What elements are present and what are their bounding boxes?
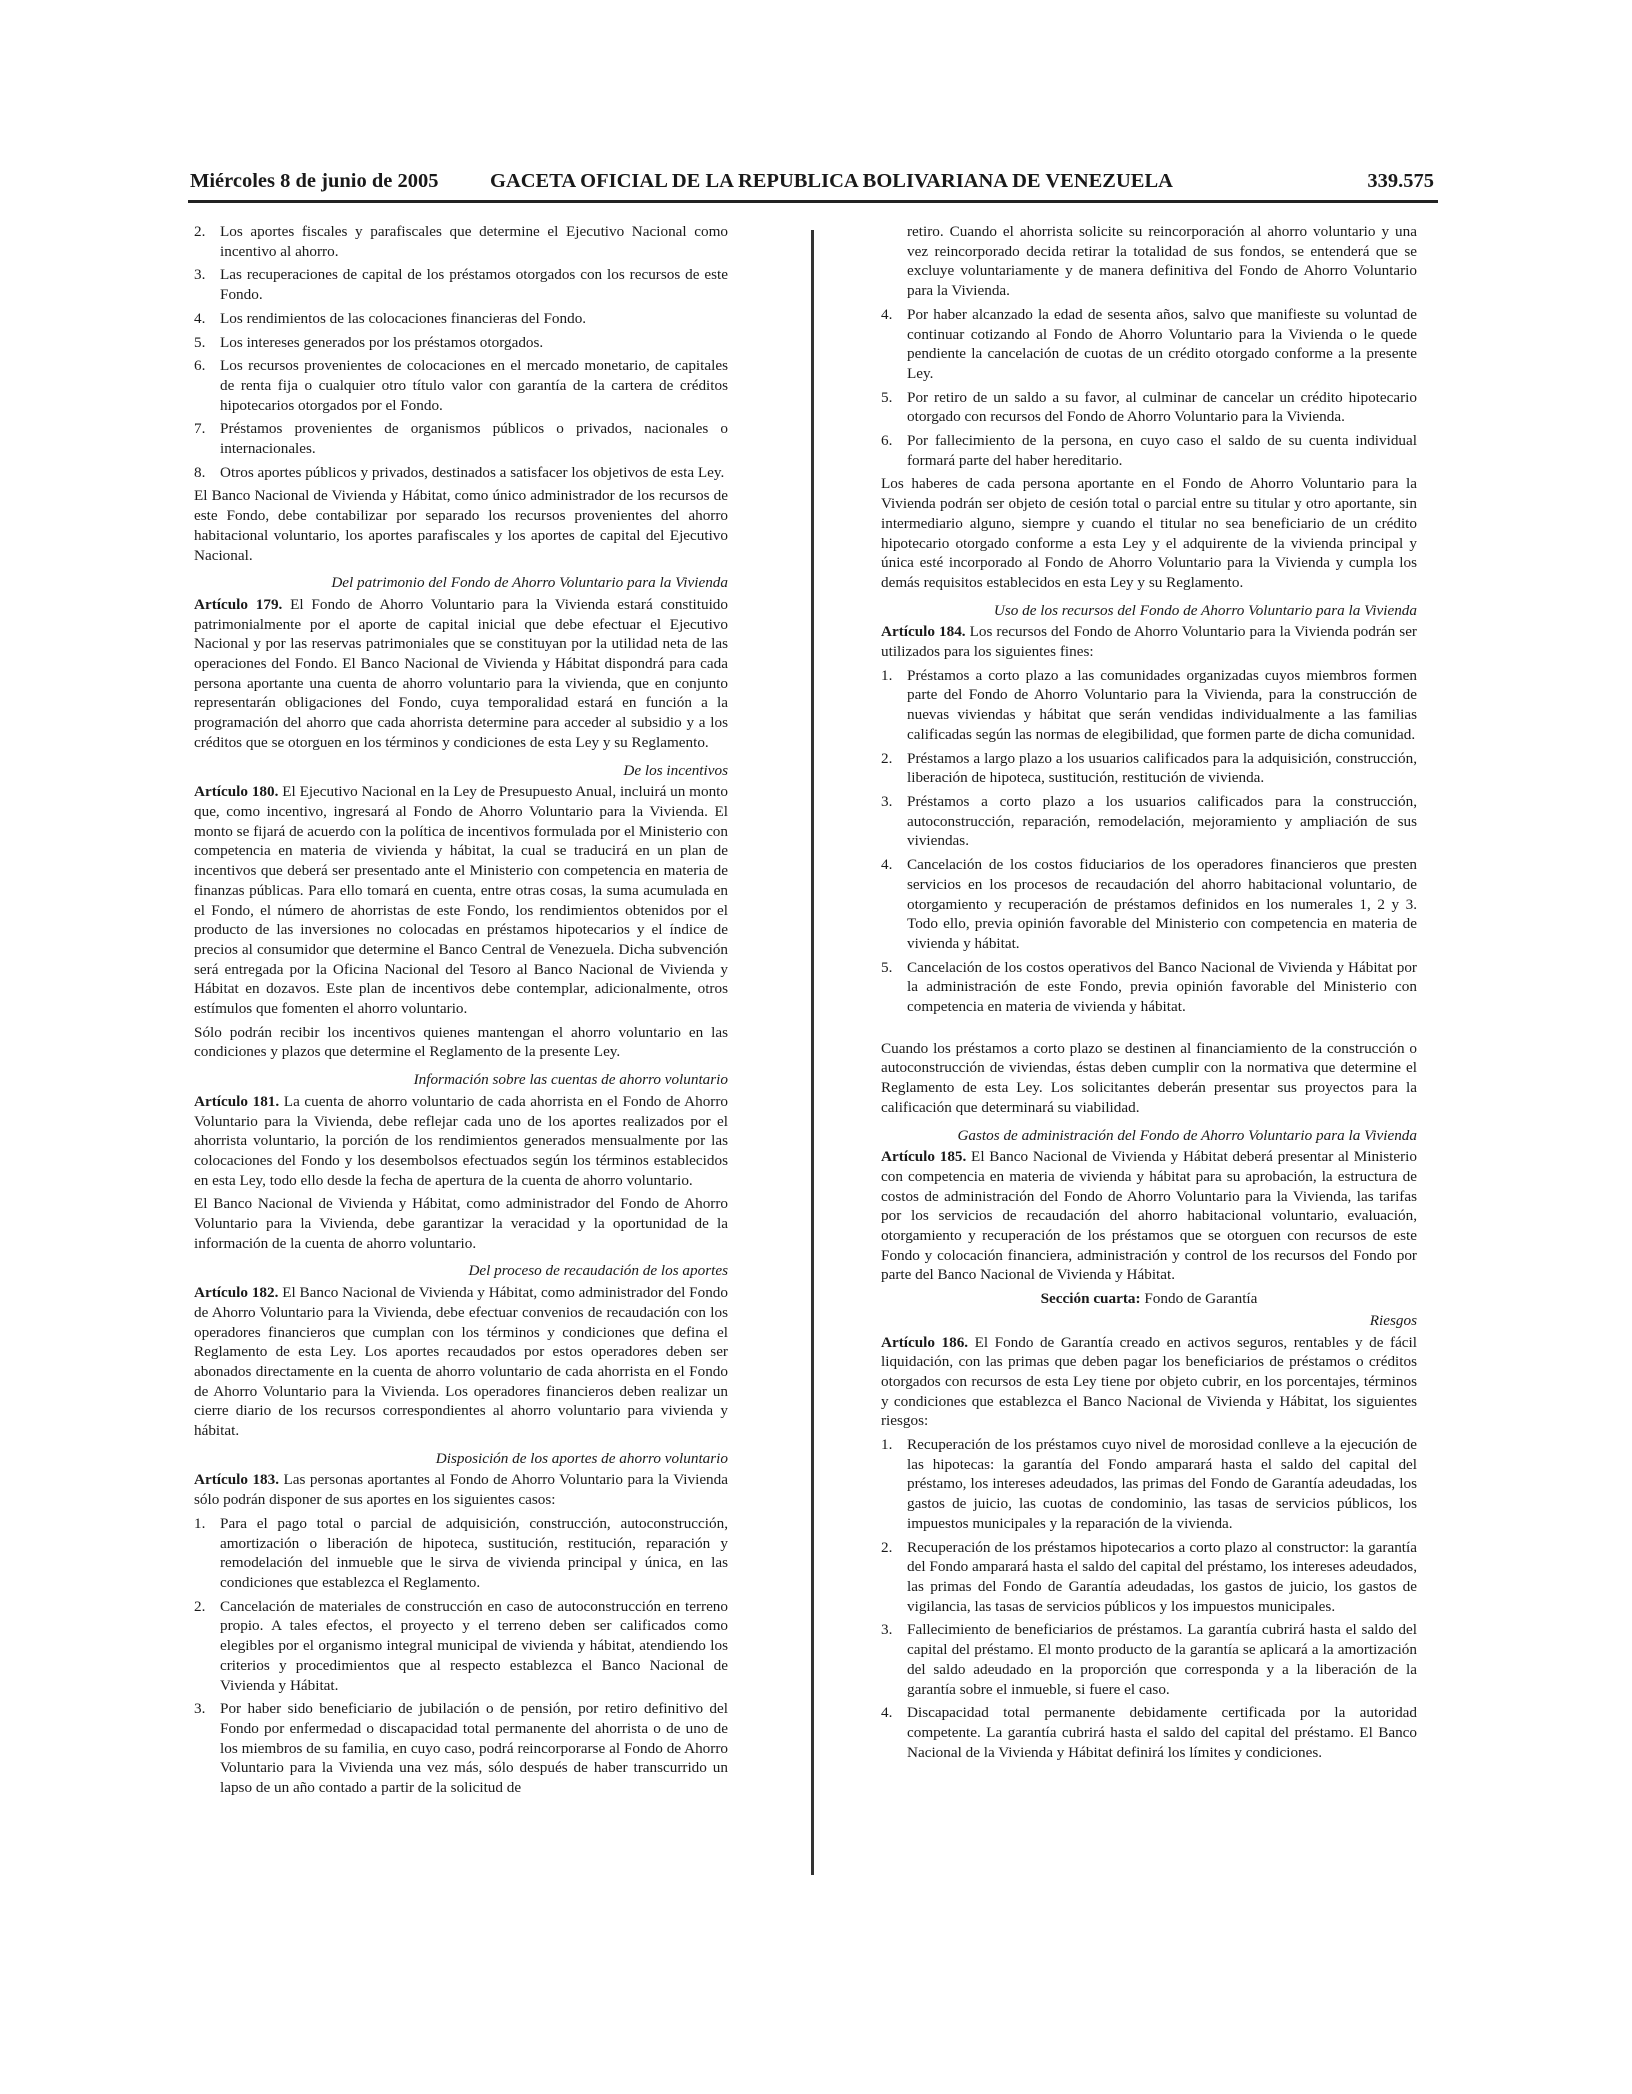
section-heading: De los incentivos (623, 761, 728, 779)
list-article-184 (881, 666, 1417, 1017)
list-item-number: 2. (194, 223, 206, 240)
list-item-text: Por fallecimiento de la persona, en cuyo caso el saldo de su cuenta individual formará parte del haber hereditario. (907, 432, 1417, 469)
list-item-number: 1. (194, 1514, 206, 1532)
section-title (881, 1289, 1417, 1309)
list-item-continuation: retiro. Cuando el ahorrista solicite su reincorporación al ahorro voluntario y una vez reincorporado decida retirar la totalidad de sus fondos, se entenderá que se excluye voluntariamente y de manera definitiva del Fondo de Ahorro Voluntario para la Vivienda. (907, 223, 1417, 300)
list-item (194, 222, 728, 261)
list-item-text: Los rendimientos de las colocaciones financieras del Fondo. (220, 309, 587, 327)
list-item-number: 3. (194, 266, 206, 284)
header-page-number: 339.575 (1367, 170, 1434, 192)
header-title: GACETA OFICIAL DE LA REPUBLICA BOLIVARIANA DE VENEZUELA (490, 170, 1173, 192)
list-item-number: 5. (194, 333, 206, 351)
list-article-183 (194, 1514, 728, 1798)
section-title-text: Fondo de Garantía (1140, 1290, 1258, 1308)
article-label: Artículo 182. (194, 1284, 279, 1302)
list-item (881, 1620, 1417, 1699)
list-item (194, 356, 728, 415)
paragraph: Sólo podrán recibir los incentivos quienes mantengan el ahorro voluntario en las condiciones y plazos que determine el Reglamento de la presente Ley. (194, 1023, 728, 1061)
list-item-text: Préstamos a corto plazo a las comunidades organizadas cuyos miembros formen parte del Fondo de Ahorro Voluntario para la Vivienda, para la construcción de nuevas viviendas y hábitat que serán vendidas individualmente a las familias calificadas según las normas de elegibilidad, que formen parte de dicha comunidad. (907, 666, 1417, 743)
article-184 (881, 622, 1417, 661)
article-text: La cuenta de ahorro voluntario de cada ahorrista en el Fondo de Ahorro Voluntario para la Vivienda, debe reflejar cada uno de los aportes realizados por el ahorrista voluntario, la porción de los rendimientos generados mensualmente por las colocaciones del Fondo y los desembolsos efectuados según los términos establecidos en esta Ley, todo ello desde la fecha de apertura de la cuenta de ahorro voluntario. (194, 1092, 728, 1189)
article-179 (194, 595, 728, 753)
list-item-text: Por haber sido beneficiario de jubilación o de pensión, por retiro definitivo del Fondo por enfermedad o discapacidad total permanente del ahorrista o de uno de los miembros de su familia, en cuyo caso, podrá reincorporarse al Fondo de Ahorro Voluntario para la Vivienda una vez más, sólo después de haber transcurrido un lapso de un año contado a partir de la solicitud de (220, 1700, 728, 1797)
list-item (881, 305, 1417, 384)
list-item-text: Las recuperaciones de capital de los préstamos otorgados con los recursos de este Fondo. (220, 266, 728, 304)
list-item (881, 388, 1417, 427)
list-item (881, 855, 1417, 954)
list-item (881, 431, 1417, 470)
list-item-number: 2. (194, 1597, 206, 1615)
article-text: Los recursos del Fondo de Ahorro Voluntario para la Vivienda podrán ser utilizados para los siguientes fines: (881, 623, 1417, 661)
paragraph: El Banco Nacional de Vivienda y Hábitat, como administrador del Fondo de Ahorro Voluntario para la Vivienda, debe garantizar la veracidad y la oportunidad de la información de la cuenta de ahorro voluntario. (194, 1195, 728, 1252)
list-item (881, 792, 1417, 851)
paragraph: Cuando los préstamos a corto plazo se destinen al financiamiento de la construcción o autoconstrucción de viviendas, éstas deben cumplir con la normativa que determine el Reglamento de esta Ley. Los solicitantes deberán presentar sus proyectos para la calificación que determinará su viabilidad. (881, 1039, 1417, 1116)
list-item (194, 419, 728, 458)
list-item (194, 1514, 728, 1593)
article-label: Artículo 185. (881, 1148, 967, 1166)
list-item-text: Los aportes fiscales y parafiscales que determine el Ejecutivo Nacional como incentivo al ahorro. (220, 223, 728, 260)
list-fund-resources (194, 222, 728, 482)
list-item-text: Fallecimiento de beneficiarios de préstamos. La garantía cubrirá hasta el saldo del capital del préstamo. El monto producto de la garantía se aplicará a la amortización del saldo adeudado en la proporción que corresponda y a la liberación de la garantía sobre el inmueble, si fuere el caso. (907, 1621, 1417, 1698)
list-item-number: 7. (194, 420, 206, 438)
article-label: Artículo 179. (194, 595, 283, 613)
section-heading: Riesgos (1369, 1311, 1417, 1329)
list-item (881, 749, 1417, 788)
list-item-number: 5. (881, 388, 893, 406)
list-item-number: 3. (881, 792, 893, 810)
list-item-text: Por haber alcanzado la edad de sesenta años, salvo que manifieste su voluntad de continuar cotizando al Fondo de Ahorro Voluntario para la Vivienda o le quede pendiente la cancelación de cuotas de un crédito otorgado conforme a la presente Ley. (907, 305, 1417, 382)
list-item (194, 1699, 728, 1798)
list-item-number: 6. (194, 357, 206, 375)
article-label: Artículo 183. (194, 1471, 280, 1489)
section-heading: Uso de los recursos del Fondo de Ahorro Voluntario para la Vivienda (993, 601, 1417, 619)
section-heading: Del proceso de recaudación de los aportes (468, 1262, 728, 1280)
article-text: El Banco Nacional de Vivienda y Hábitat, como administrador del Fondo de Ahorro Voluntario para la Vivienda, debe efectuar convenios de recaudación con los operadores financieros que cumplan con los términos y condiciones que defina el Reglamento de esta Ley. Los aportes recaudados por estos operadores deben ser abonados directamente en la cuenta de ahorro voluntario de cada ahorrista en el Fondo de Ahorro Voluntario para la Vivienda. Los operadores financieros deben realizar un cierre diario de los recursos correspondientes al ahorro voluntario para vivienda y hábitat. (194, 1284, 728, 1440)
list-item (881, 1538, 1417, 1617)
article-label: Artículo 186. (881, 1333, 969, 1351)
list-item-number: 1. (881, 1436, 893, 1454)
page-header (188, 168, 1438, 203)
list-item-number: 3. (881, 1621, 893, 1639)
article-183 (194, 1470, 728, 1509)
list-item-number: 4. (194, 309, 206, 327)
list-item-text: Por retiro de un saldo a su favor, al culminar de cancelar un crédito hipotecario otorgado con recursos del Fondo de Ahorro Voluntario para la Vivienda. (907, 388, 1417, 426)
article-text: El Fondo de Ahorro Voluntario para la Vivienda estará constituido patrimonialmente por el aporte de capital inicial que debe efectuar el Ejecutivo Nacional y por las reservas patrimoniales que se constituyan por la utilidad neta de las operaciones del Fondo. El Banco Nacional de Vivienda y Hábitat dispondrá para cada persona aportante una cuenta de ahorro voluntario para la vivienda, que en conjunto representarán obligaciones del Fondo, cuya temporalidad estará en función a la programación del ahorro que cada ahorrista determine para acceder al subsidio y a los créditos que se otorguen en los términos y condiciones de esta Ley y su Reglamento. (194, 595, 728, 751)
list-item-number: 4. (881, 856, 893, 874)
article-text: El Fondo de Garantía creado en activos seguros, rentables y de fácil liquidación, con las primas que deben pagar los beneficiarios de préstamos o créditos otorgados con recursos de esta Ley tiene por objeto cubrir, en los porcentajes, términos y condiciones que establezca el Banco Nacional de Vivienda y Hábitat, los siguientes riesgos: (881, 1333, 1417, 1430)
list-item-number: 6. (881, 432, 893, 450)
list-article-186 (881, 1435, 1417, 1762)
list-item-text: Los recursos provenientes de colocaciones en el mercado monetario, de capitales de renta fija o cualquier otro título valor con garantía de la cartera de créditos hipotecarios otorgados por el Fondo. (220, 357, 728, 414)
list-item-text: Recuperación de los préstamos hipotecarios a corto plazo al constructor: la garantía del Fondo amparará hasta el saldo del capital del préstamo, los intereses adeudados, las primas del Fondo de Garantía adeudadas, los gastos de juicio, los gastos de vigilancia, las tasas de servicios públicos y los impuestos municipales. (907, 1538, 1417, 1615)
list-item-text: Cancelación de materiales de construcción en caso de autoconstrucción en terreno propio. A tales efectos, el proyecto y el terreno deben ser calificados como elegibles por el organismo integral municipal de vivienda y hábitat, atendiendo los criterios y procedimientos que al respecto establezca el Banco Nacional de Vivienda y Hábitat. (220, 1597, 728, 1694)
list-item-text: Recuperación de los préstamos cuyo nivel de morosidad conlleve a la ejecución de las hipotecas: la garantía del Fondo amparará hasta el saldo del capital del préstamo, los intereses adeudados, las primas del Fondo de Garantía adeudadas, los gastos de juicio, las cuotas de condominio, las tasas de servicios públicos, los impuestos municipales y la reparación de la vivienda. (907, 1436, 1417, 1532)
list-item (194, 1597, 728, 1696)
article-185 (881, 1147, 1417, 1285)
section-heading: Gastos de administración del Fondo de Ahorro Voluntario para la Vivienda (957, 1126, 1417, 1144)
list-item-text: Préstamos provenientes de organismos públicos o privados, nacionales o internacionales. (220, 420, 728, 458)
list-item (881, 666, 1417, 745)
right-column (881, 222, 1417, 1766)
list-item-number: 1. (881, 666, 893, 684)
article-186 (881, 1333, 1417, 1432)
list-item-text: Otros aportes públicos y privados, destinados a satisfacer los objetivos de esta Ley. (220, 463, 725, 481)
section-heading: Disposición de los aportes de ahorro voluntario (435, 1449, 728, 1467)
list-item-text: Cancelación de los costos fiduciarios de los operadores financieros que presten servicios en los procesos de recaudación del ahorro habitacional voluntario, de otorgamiento y recuperación de préstamos definidos en los numerales 1, 2 y 3. Todo ello, previa opinión favorable del Ministerio con competencia en materia de vivienda y hábitat. (907, 856, 1417, 952)
left-column (194, 222, 728, 1802)
list-item-text: Cancelación de los costos operativos del Banco Nacional de Vivienda y Hábitat por la administración de este Fondo, previa opinión favorable del Ministerio con competencia en materia de vivienda y hábitat. (907, 958, 1417, 1016)
article-text: El Ejecutivo Nacional en la Ley de Presupuesto Anual, incluirá un monto que, como incentivo, ingresará al Fondo de Ahorro Voluntario para la Vivienda. El monto se fijará de acuerdo con la política de incentivos formulada por el Ministerio con competencia en materia de vivienda y hábitat, la cual se traducirá en un plan de incentivos que deberá ser presentado ante el Ministerio con competencia en materia de finanzas públicas. Para ello tomará en cuenta, entre otras cosas, la suma acumulada en el Fondo, el número de ahorristas de este Fondo, los rendimientos obtenidos por el producto de las inversiones no colocadas en préstamos hipotecarios y el índice de precios al consumidor que determine el Banco Central de Venezuela. Dicha subvención será entregada por la Oficina Nacional del Tesoro al Banco Nacional de Vivienda y Hábitat en dozavos. Este plan de incentivos debe contemplar, adicionalmente, otros estímulos que fomenten el ahorro voluntario. (194, 783, 728, 1018)
list-item (194, 333, 728, 353)
article-label: Artículo 184. (881, 623, 966, 641)
section-heading: Información sobre las cuentas de ahorro voluntario (413, 1071, 728, 1089)
list-item (881, 1435, 1417, 1534)
list-item (194, 309, 728, 329)
list-item (881, 1703, 1417, 1762)
article-label: Artículo 181. (194, 1092, 280, 1110)
article-181 (194, 1092, 728, 1191)
article-180 (194, 782, 728, 1018)
paragraph: El Banco Nacional de Vivienda y Hábitat, como único administrador de los recursos de este Fondo, debe contabilizar por separado los recursos provenientes del ahorro habitacional voluntario, los aportes parafiscales y los aportes de capital del Ejecutivo Nacional. (194, 487, 728, 564)
list-item-number: 8. (194, 463, 206, 481)
list-item-number: 2. (881, 1538, 893, 1556)
list-item (194, 265, 728, 304)
list-item-number: 4. (881, 1704, 893, 1722)
section-heading: Del patrimonio del Fondo de Ahorro Voluntario para la Vivienda (331, 574, 728, 592)
list-item-number: 3. (194, 1700, 206, 1718)
list-item-text: Préstamos a largo plazo a los usuarios calificados para la adquisición, construcción, liberación de hipoteca, sustitución, restitución de vivienda. (907, 749, 1417, 787)
list-item (194, 463, 728, 483)
column-divider (811, 230, 814, 1875)
list-article-183-cont (881, 305, 1417, 471)
article-text: El Banco Nacional de Vivienda y Hábitat deberá presentar al Ministerio con competencia en materia de vivienda y hábitat para su aprobación, la estructura de costos de administración del Fondo de Ahorro Voluntario para la Vivienda, las tarifas por los servicios de recaudación del ahorro habitacional voluntario, evaluación, otorgamiento y recuperación de los préstamos que se otorguen con recursos de este Fondo y colocación financiera, administración y control de los recursos del Fondo por parte del Banco Nacional de Vivienda y Hábitat. (881, 1148, 1417, 1284)
list-item (881, 958, 1417, 1017)
article-label: Artículo 180. (194, 783, 279, 801)
section-title-bold: Sección cuarta: (1040, 1290, 1141, 1308)
article-182 (194, 1283, 728, 1441)
article-text: Las personas aportantes al Fondo de Ahorro Voluntario para la Vivienda sólo podrán disponer de sus aportes en los siguientes casos: (194, 1471, 728, 1509)
list-item-text: Para el pago total o parcial de adquisición, construcción, autoconstrucción, amortización o liberación de hipoteca, sustitución, restitución, reparación y remodelación del inmueble que le sirva de vivienda principal y única, en las condiciones que establezca el Reglamento. (220, 1514, 728, 1591)
list-item-text: Los intereses generados por los préstamos otorgados. (220, 333, 544, 351)
header-date: Miércoles 8 de junio de 2005 (190, 170, 439, 192)
list-item-number: 4. (881, 305, 893, 323)
paragraph: Los haberes de cada persona aportante en el Fondo de Ahorro Voluntario para la Vivienda podrán ser objeto de cesión total o parcial entre su titular y otro aportante, sin intermediario alguno, siempre y cuando el titular no sea beneficiario de un crédito hipotecario otorgado conforme a esta Ley y el adquirente de la vivienda principal y única esté incorporado al Fondo de Ahorro Voluntario para la Vivienda y cumpla los demás requisitos establecidos en esta Ley y su Reglamento. (881, 475, 1417, 591)
list-item-number: 2. (881, 749, 893, 767)
spacer (881, 1021, 1417, 1039)
list-item-number: 5. (881, 958, 893, 976)
list-item-text: Discapacidad total permanente debidamente certificada por la autoridad competente. La garantía cubrirá hasta el saldo del capital del préstamo. El Banco Nacional de la Vivienda y Hábitat definirá los límites y condiciones. (907, 1704, 1417, 1761)
list-item-text: Préstamos a corto plazo a los usuarios calificados para la construcción, autoconstrucción, reparación, remodelación, mejoramiento y ampliación de sus viviendas. (907, 792, 1417, 850)
